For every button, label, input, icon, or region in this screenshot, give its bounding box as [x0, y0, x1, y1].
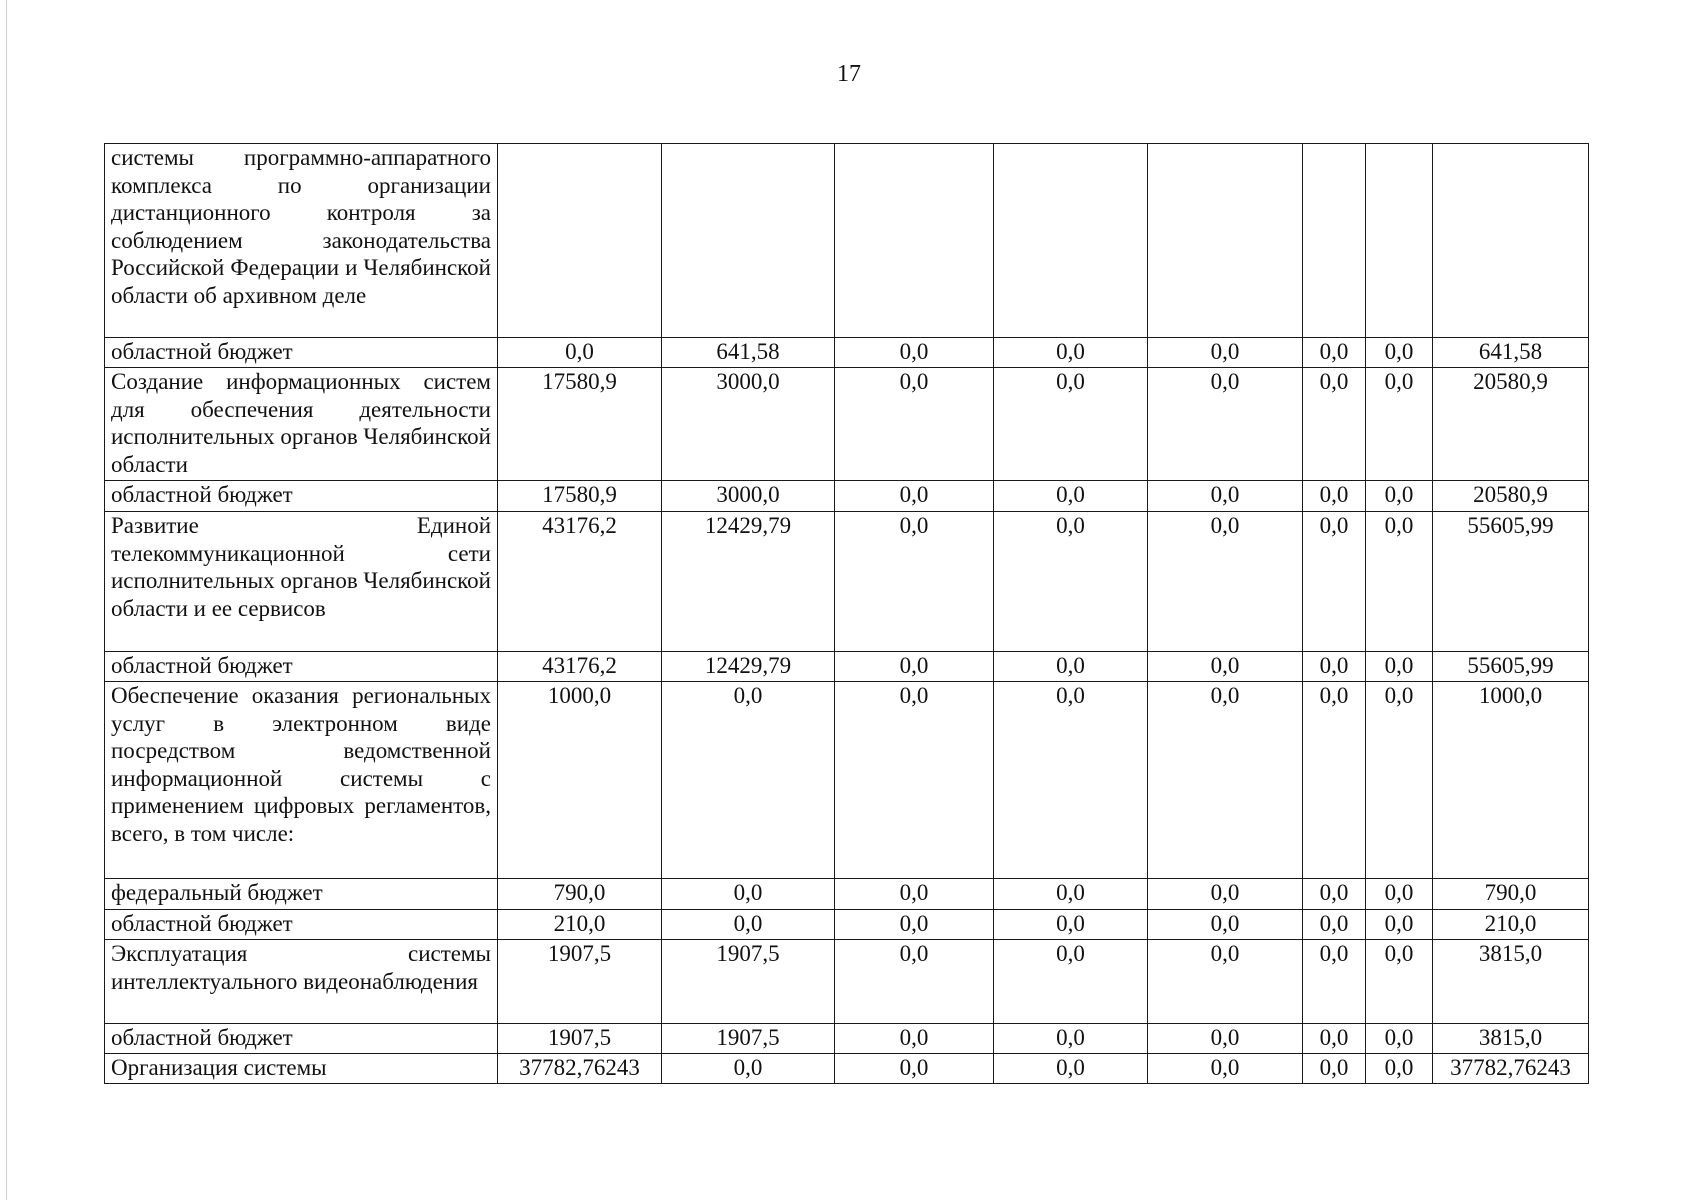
row-label: Создание информационных систем для обеспечения деятельности исполнительных органов Челябинской области	[105, 368, 498, 481]
value-cell	[498, 144, 662, 338]
row-label: Обеспечение оказания региональных услуг в электронном виде посредством ведомственной информационной системы с применением цифровых регламентов, всего, в том числе:	[105, 682, 498, 879]
table-row	[105, 368, 1589, 481]
value-cell: 0,0	[835, 1054, 994, 1084]
value-cell: 0,0	[835, 682, 994, 879]
value-cell: 641,58	[662, 338, 835, 368]
value-cell: 790,0	[498, 879, 662, 910]
value-cell: 0,0	[1366, 368, 1433, 481]
value-cell	[1366, 144, 1433, 338]
value-cell: 0,0	[994, 512, 1148, 652]
value-cell: 0,0	[662, 1054, 835, 1084]
value-cell: 0,0	[994, 940, 1148, 1024]
value-cell: 0,0	[1303, 682, 1366, 879]
value-cell: 0,0	[835, 1024, 994, 1054]
table-row	[105, 512, 1589, 652]
value-cell: 0,0	[994, 652, 1148, 682]
budget-table	[104, 143, 1589, 1084]
value-cell: 0,0	[994, 368, 1148, 481]
value-cell: 0,0	[1303, 368, 1366, 481]
row-total-cell: 3815,0	[1433, 940, 1589, 1024]
table-row	[105, 682, 1589, 879]
value-cell: 0,0	[1148, 652, 1303, 682]
row-total-cell: 55605,99	[1433, 652, 1589, 682]
value-cell	[835, 144, 994, 338]
value-cell: 0,0	[662, 879, 835, 910]
value-cell: 0,0	[835, 512, 994, 652]
value-cell: 17580,9	[498, 368, 662, 481]
value-cell: 0,0	[1366, 879, 1433, 910]
table-row	[105, 1024, 1589, 1054]
value-cell: 1907,5	[662, 940, 835, 1024]
value-cell: 0,0	[1303, 512, 1366, 652]
value-cell: 0,0	[1366, 481, 1433, 512]
value-cell: 0,0	[1148, 682, 1303, 879]
value-cell: 12429,79	[662, 652, 835, 682]
value-cell: 0,0	[994, 682, 1148, 879]
row-total-cell: 3815,0	[1433, 1024, 1589, 1054]
value-cell: 0,0	[1148, 368, 1303, 481]
value-cell: 0,0	[835, 879, 994, 910]
value-cell: 210,0	[498, 910, 662, 940]
row-total-cell: 20580,9	[1433, 368, 1589, 481]
value-cell: 0,0	[1366, 1024, 1433, 1054]
value-cell: 12429,79	[662, 512, 835, 652]
value-cell: 0,0	[994, 1024, 1148, 1054]
value-cell: 0,0	[662, 682, 835, 879]
value-cell: 0,0	[835, 481, 994, 512]
row-total-cell: 790,0	[1433, 879, 1589, 910]
value-cell: 0,0	[835, 338, 994, 368]
row-total-cell: 20580,9	[1433, 481, 1589, 512]
value-cell: 0,0	[1148, 1054, 1303, 1084]
value-cell: 0,0	[1303, 481, 1366, 512]
value-cell	[1148, 144, 1303, 338]
row-total-cell: 1000,0	[1433, 682, 1589, 879]
row-label: Организация системы	[105, 1054, 498, 1084]
value-cell: 37782,76243	[498, 1054, 662, 1084]
page-number: 17	[837, 61, 861, 87]
value-cell: 0,0	[1303, 1024, 1366, 1054]
value-cell: 0,0	[1148, 512, 1303, 652]
value-cell: 0,0	[1366, 1054, 1433, 1084]
row-label: Эксплуатация системы интеллектуального видеонаблюдения	[105, 940, 498, 1024]
value-cell: 0,0	[1366, 512, 1433, 652]
value-cell: 0,0	[1303, 940, 1366, 1024]
value-cell: 0,0	[1148, 940, 1303, 1024]
row-label: системы программно-аппаратного комплекса по организации дистанционного контроля за соблюдением законодательства Российской Федерации и Челябинской области об архивном деле	[105, 144, 498, 338]
row-label: областной бюджет	[105, 481, 498, 512]
row-total-cell: 641,58	[1433, 338, 1589, 368]
table-row	[105, 940, 1589, 1024]
value-cell	[994, 144, 1148, 338]
value-cell: 0,0	[994, 338, 1148, 368]
value-cell: 43176,2	[498, 512, 662, 652]
table-row	[105, 1054, 1589, 1084]
row-total-cell: 37782,76243	[1433, 1054, 1589, 1084]
value-cell: 0,0	[1366, 652, 1433, 682]
value-cell: 0,0	[1148, 910, 1303, 940]
row-label: областной бюджет	[105, 652, 498, 682]
value-cell: 0,0	[1148, 879, 1303, 910]
row-label: Развитие Единой телекоммуникационной сети исполнительных органов Челябинской области и ее сервисов	[105, 512, 498, 652]
value-cell: 0,0	[1366, 682, 1433, 879]
value-cell: 0,0	[994, 481, 1148, 512]
scan-edge-line	[6, 0, 7, 1200]
value-cell: 0,0	[1148, 338, 1303, 368]
value-cell: 0,0	[835, 652, 994, 682]
value-cell: 0,0	[1366, 910, 1433, 940]
table-row	[105, 481, 1589, 512]
value-cell: 0,0	[1366, 338, 1433, 368]
table-row	[105, 338, 1589, 368]
row-total-cell: 210,0	[1433, 910, 1589, 940]
budget-table-body	[105, 144, 1589, 1084]
row-total-cell	[1433, 144, 1589, 338]
value-cell: 1907,5	[498, 1024, 662, 1054]
table-row	[105, 652, 1589, 682]
value-cell: 1907,5	[662, 1024, 835, 1054]
value-cell: 43176,2	[498, 652, 662, 682]
table-row	[105, 879, 1589, 910]
value-cell	[1303, 144, 1366, 338]
value-cell: 0,0	[1303, 910, 1366, 940]
value-cell: 0,0	[1303, 1054, 1366, 1084]
value-cell: 0,0	[1366, 940, 1433, 1024]
value-cell: 0,0	[1148, 1024, 1303, 1054]
value-cell: 17580,9	[498, 481, 662, 512]
value-cell: 0,0	[498, 338, 662, 368]
value-cell: 0,0	[994, 910, 1148, 940]
row-label: областной бюджет	[105, 1024, 498, 1054]
row-label: областной бюджет	[105, 338, 498, 368]
value-cell: 0,0	[994, 879, 1148, 910]
value-cell: 1907,5	[498, 940, 662, 1024]
row-total-cell: 55605,99	[1433, 512, 1589, 652]
value-cell: 0,0	[1303, 338, 1366, 368]
value-cell: 0,0	[1303, 652, 1366, 682]
row-label: областной бюджет	[105, 910, 498, 940]
value-cell	[662, 144, 835, 338]
value-cell: 3000,0	[662, 368, 835, 481]
table-row	[105, 910, 1589, 940]
value-cell: 0,0	[1303, 879, 1366, 910]
value-cell: 1000,0	[498, 682, 662, 879]
value-cell: 0,0	[835, 910, 994, 940]
value-cell: 0,0	[835, 368, 994, 481]
row-label: федеральный бюджет	[105, 879, 498, 910]
value-cell: 0,0	[994, 1054, 1148, 1084]
value-cell: 0,0	[835, 940, 994, 1024]
value-cell: 3000,0	[662, 481, 835, 512]
value-cell: 0,0	[662, 910, 835, 940]
table-row	[105, 144, 1589, 338]
value-cell: 0,0	[1148, 481, 1303, 512]
